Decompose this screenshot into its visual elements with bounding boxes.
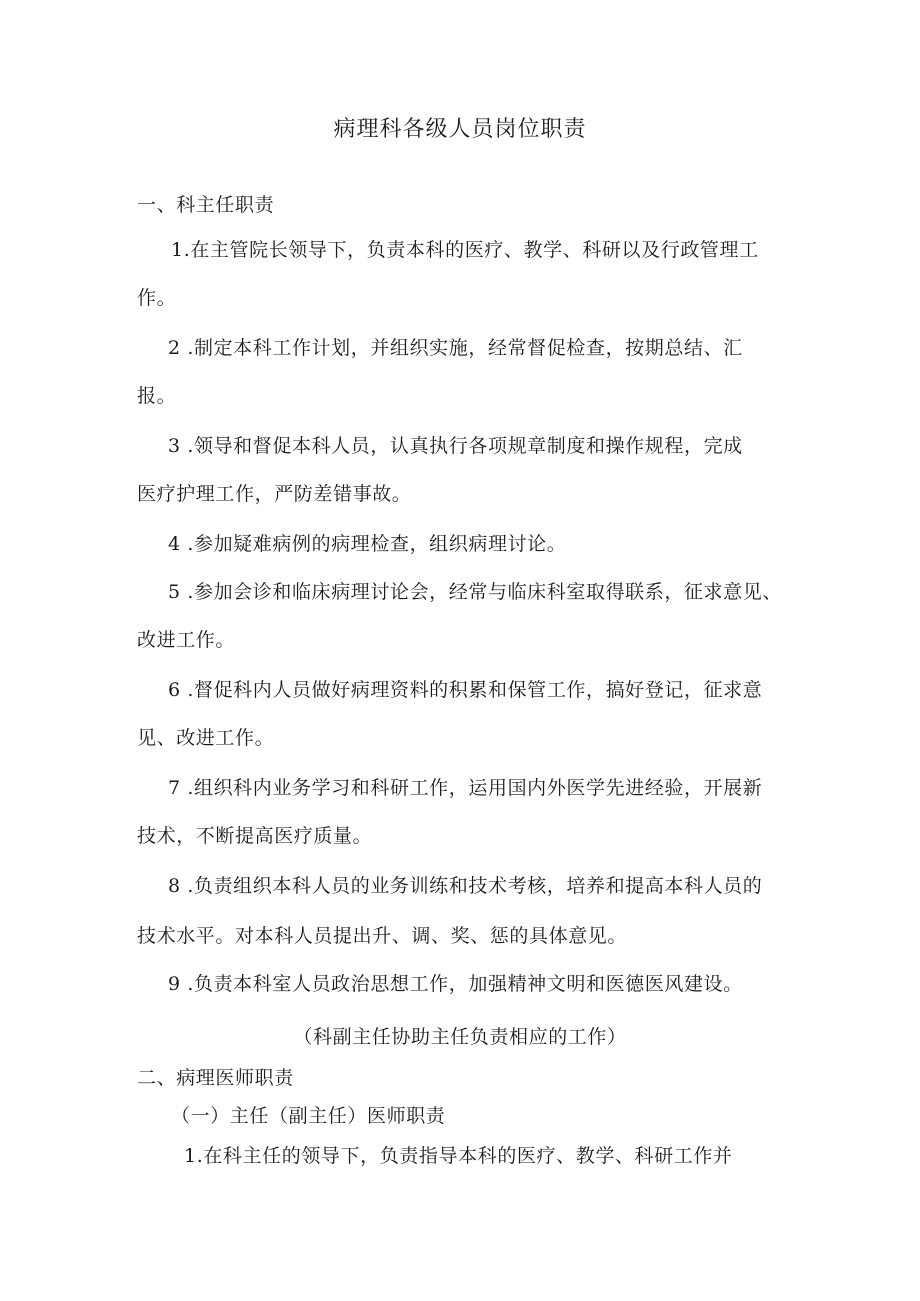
paragraph-line: 改进工作。 — [137, 629, 236, 651]
paragraph-line: 技术水平。对本科人员提出升、调、奖、惩的具体意见。 — [137, 925, 628, 947]
paragraph-line: 1.在主管院长领导下，负责本科的医疗、教学、科研以及行政管理工 — [171, 239, 759, 261]
paragraph-line: 2 .制定本科工作计划，并组织实施，经常督促检查，按期总结、汇 — [168, 337, 743, 359]
paragraph-line: 作。 — [137, 287, 177, 309]
document-title: 病理科各级人员岗位职责 — [333, 117, 587, 142]
paragraph-line: 4 .参加疑难病例的病理检查，组织病理讨论。 — [168, 533, 567, 555]
paragraph-line: 7 .组织科内业务学习和科研工作，运用国内外医学先进经验，开展新 — [168, 777, 763, 799]
subsection-heading-chief-physician: （一）主任（副主任）医师职责 — [171, 1105, 446, 1127]
paragraph-line: 报。 — [137, 385, 177, 407]
paragraph-line: 3 .领导和督促本科人员，认真执行各项规章制度和操作规程，完成 — [168, 435, 743, 457]
paragraph-line: 6 .督促科内人员做好病理资料的积累和保管工作，搞好登记，征求意 — [168, 679, 763, 701]
paragraph-line: 见、改进工作。 — [137, 727, 275, 749]
note-line: （科副主任协助主任负责相应的工作） — [293, 1026, 627, 1048]
paragraph-line: 8 .负责组织本科人员的业务训练和技术考核，培养和提高本科人员的 — [168, 875, 763, 897]
paragraph-line: 9 .负责本科室人员政治思想工作，加强精神文明和医德医风建设。 — [168, 973, 743, 995]
paragraph-line: 5 .参加会诊和临床病理讨论会，经常与临床科室取得联系，征求意见、 — [168, 581, 782, 603]
paragraph-line: 医疗护理工作，严防差错事故。 — [137, 483, 412, 505]
paragraph-line: 技术，不断提高医疗质量。 — [137, 825, 373, 847]
section-heading-director: 一、科主任职责 — [137, 194, 275, 216]
section-heading-pathologist: 二、病理医师职责 — [137, 1067, 294, 1089]
paragraph-line: 1.在科主任的领导下，负责指导本科的医疗、教学、科研工作并 — [184, 1145, 733, 1167]
